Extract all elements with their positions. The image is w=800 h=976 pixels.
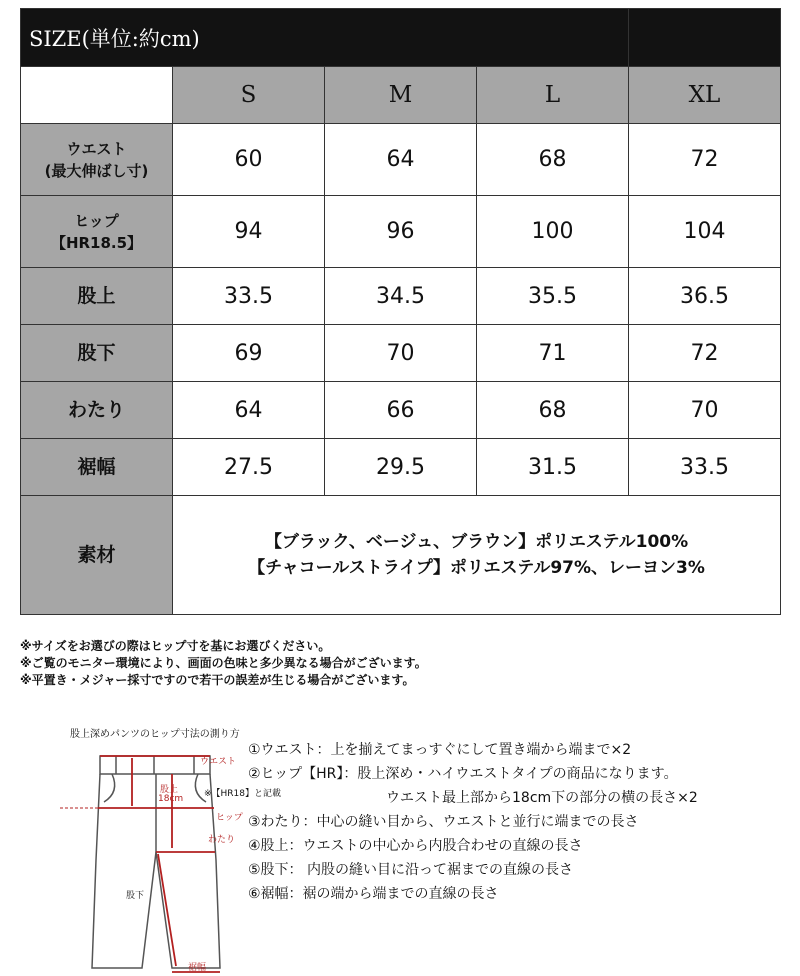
table-cell: 33.5 xyxy=(173,268,325,325)
row-label-material: 素材 xyxy=(21,496,173,615)
instruction-line: ウエスト最上部から18cm下の部分の横の長さ×2 xyxy=(386,790,698,806)
size-table xyxy=(20,8,781,615)
table-cell: 69 xyxy=(173,325,325,382)
row-label-thigh: わたり xyxy=(21,382,173,439)
row-label-line: ウエスト xyxy=(66,139,127,158)
left-pocket xyxy=(104,774,115,802)
row-label-hip xyxy=(21,196,173,268)
instruction-line: ②ヒップ【HR】：股上深め・ハイウエストタイプの商品になります。 xyxy=(248,766,678,782)
diagram-label-inseam: 股下 xyxy=(126,891,145,901)
size-header-m: M xyxy=(325,67,477,124)
table-row xyxy=(21,325,781,382)
notes xyxy=(20,638,427,689)
diagram-label-hem: 裾幅 xyxy=(188,963,207,973)
row-label-waist xyxy=(21,124,173,196)
table-cell: 66 xyxy=(325,382,477,439)
table-cell: 94 xyxy=(173,196,325,268)
table-row xyxy=(21,382,781,439)
row-label-inseam: 股下 xyxy=(21,325,173,382)
table-cell: 31.5 xyxy=(477,439,629,496)
left-leg-shape xyxy=(92,774,156,968)
size-header-row xyxy=(21,67,781,124)
size-header-s: S xyxy=(173,67,325,124)
row-label-line: (最大伸ばし寸) xyxy=(44,161,149,180)
row-label-line: ヒップ xyxy=(74,211,119,230)
diagram-label-rise: 股上 xyxy=(160,785,179,795)
diagram-label-thigh: わたり xyxy=(208,835,236,845)
table-cell: 72 xyxy=(629,325,781,382)
row-label-line: 【HR18.5】 xyxy=(50,233,143,252)
table-cell: 71 xyxy=(477,325,629,382)
material-line: 【ブラック、ベージュ、ブラウン】ポリエステル100% xyxy=(264,532,689,552)
row-label-hem: 裾幅 xyxy=(21,439,173,496)
table-cell: 35.5 xyxy=(477,268,629,325)
table-cell: 60 xyxy=(173,124,325,196)
table-row xyxy=(21,124,781,196)
material-line: 【チャコールストライプ】ポリエステル97%、レーヨン3% xyxy=(248,558,705,578)
instruction-line: ④股上：ウエストの中心から内股合わせの直線の長さ xyxy=(248,838,583,854)
diagram-label-rise-cm: 18cm xyxy=(158,794,184,804)
table-cell: 33.5 xyxy=(629,439,781,496)
measurement-instructions xyxy=(248,738,698,906)
table-cell: 96 xyxy=(325,196,477,268)
table-cell: 68 xyxy=(477,382,629,439)
table-cell: 64 xyxy=(325,124,477,196)
instruction-line: ③わたり：中心の縫い目から、ウエストと並行に端までの長さ xyxy=(248,814,639,830)
instruction-line: ①ウエスト：上を揃えてまっすぐにして置き端から端まで×2 xyxy=(248,742,632,758)
table-title-row xyxy=(21,9,781,67)
diagram-label-hip: ヒップ xyxy=(216,813,243,823)
table-cell: 72 xyxy=(629,124,781,196)
material-cell xyxy=(173,496,781,615)
table-row xyxy=(21,196,781,268)
table-cell: 104 xyxy=(629,196,781,268)
table-cell: 64 xyxy=(173,382,325,439)
header-blank-cell xyxy=(21,67,173,124)
table-cell: 34.5 xyxy=(325,268,477,325)
table-cell: 100 xyxy=(477,196,629,268)
size-header-l: L xyxy=(477,67,629,124)
size-header-xl: XL xyxy=(629,67,781,124)
table-row xyxy=(21,439,781,496)
table-cell: 70 xyxy=(325,325,477,382)
table-title: SIZE(単位:約cm) xyxy=(21,9,629,67)
table-cell: 29.5 xyxy=(325,439,477,496)
instruction-line: ⑤股下： 内股の縫い目に沿って裾までの直線の長さ xyxy=(248,862,573,878)
belt-loops xyxy=(116,756,194,774)
material-row xyxy=(21,496,781,615)
title-blank-cell xyxy=(629,9,781,67)
table-row xyxy=(21,268,781,325)
note-line: ※ご覧のモニター環境により、画面の色味と多少異なる場合がございます。 xyxy=(20,656,427,670)
table-cell: 27.5 xyxy=(173,439,325,496)
inseam-measure-line xyxy=(158,854,176,966)
pants-diagram xyxy=(60,740,240,976)
diagram-label-hr-note: ※【HR18】と記載 xyxy=(204,789,282,799)
table-cell: 70 xyxy=(629,382,781,439)
diagram-label-waist: ウエスト xyxy=(200,757,237,767)
diagram-title: 股上深めパンツのヒップ寸法の測り方 xyxy=(70,729,240,740)
note-line: ※サイズをお選びの際はヒップ寸を基にお選びください。 xyxy=(20,639,331,653)
row-label-rise: 股上 xyxy=(21,268,173,325)
note-line: ※平置き・メジャー採寸ですので若干の誤差が生じる場合がございます。 xyxy=(20,673,415,687)
table-cell: 68 xyxy=(477,124,629,196)
pants-outline xyxy=(92,756,220,968)
instruction-line: ⑥裾幅：裾の端から端までの直線の長さ xyxy=(248,886,499,902)
measure-lines xyxy=(98,756,220,972)
table-cell: 36.5 xyxy=(629,268,781,325)
